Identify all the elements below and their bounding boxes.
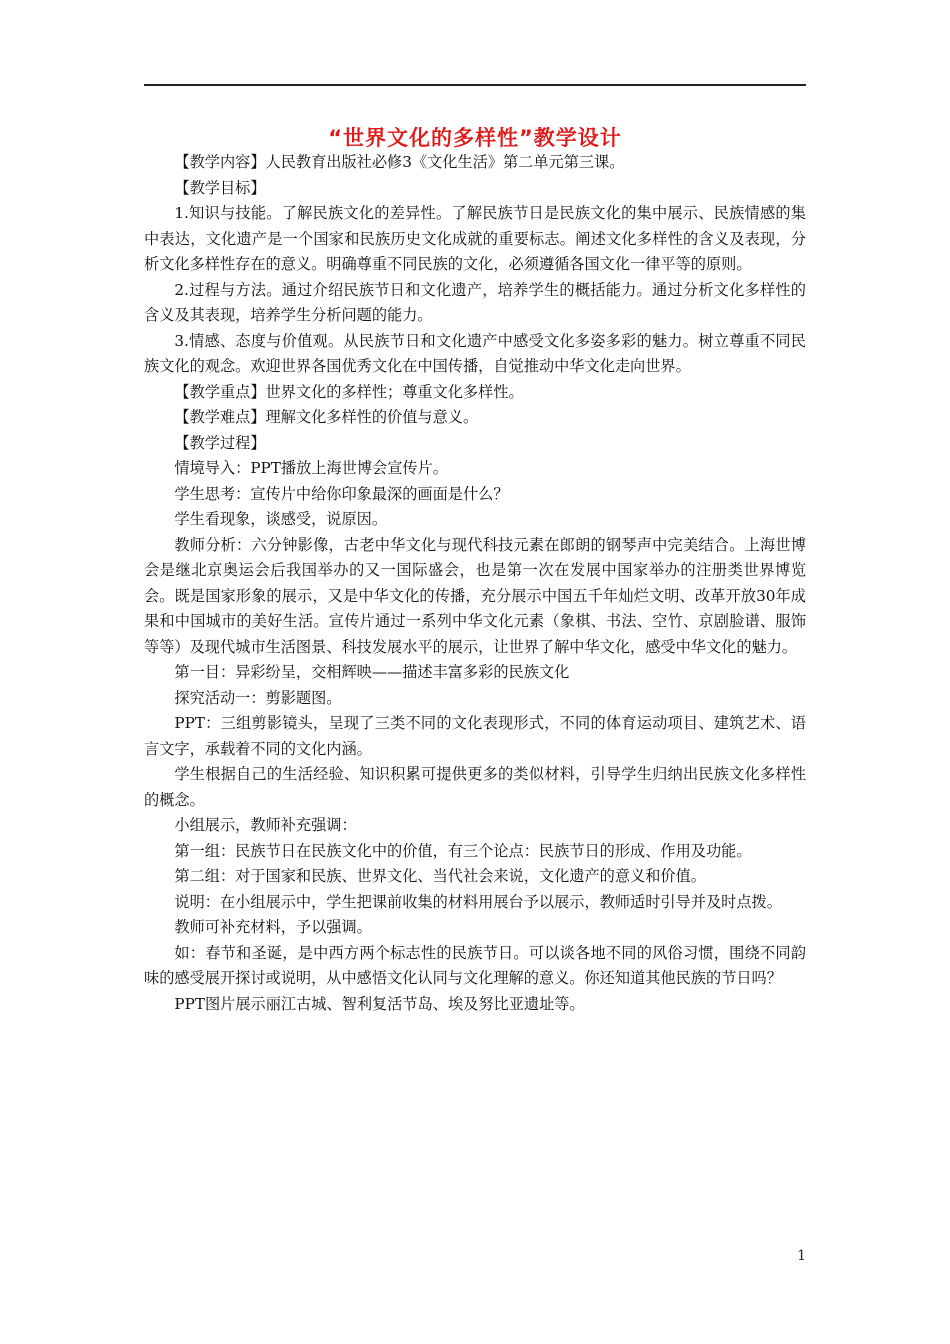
- paragraph: 第一目：异彩纷呈，交相辉映——描述丰富多彩的民族文化: [174, 663, 570, 681]
- paragraph: 第二组：对于国家和民族、世界文化、当代社会来说，文化遗产的意义和价值。: [174, 867, 706, 885]
- paragraph: 学生思考：宣传片中给你印象最深的画面是什么？: [174, 484, 509, 503]
- paragraph: 情境导入：PPT播放上海世博会宣传片。: [174, 459, 448, 477]
- paragraph: 探究活动一：剪影题图。: [174, 688, 342, 707]
- paragraph: PPT：三组剪影镜头，呈现了三类不同的文化表现形式，不同的体育运动项目、建筑艺术、语言文字，承载着不同的文化内涵。: [144, 714, 806, 758]
- paragraph: 【教学重点】世界文化的多样性；尊重文化多样性。: [174, 382, 524, 401]
- header-rule: [144, 84, 806, 86]
- paragraph: 教师分析：六分钟影像，古老中华文化与现代科技元素在郎朗的钢琴声中完美结合。上海世博会是继北京奥运会后我国举办的又一国际盛会，也是第一次在发展中国家举办的注册类世界博览会。既是国家形象的展示，又是中华文化的传播，充分展示中国五千年灿烂文明、改革开放30年成果和中国城市的美好生活。宣传片通过一系列中华文化元素（象棋、书法、空竹、京剧脸谱、服饰等等）及现代城市生活图景、科技发展水平的展示，让世界了解中华文化，感受中华文化的魅力。: [144, 535, 806, 656]
- document-body: [144, 150, 806, 1017]
- paragraph: 学生根据自己的生活经验、知识积累可提供更多的类似材料，引导学生归纳出民族文化多样性的概念。: [144, 765, 806, 809]
- paragraph: PPT图片展示丽江古城、智利复活节岛、埃及努比亚遗址等。: [174, 994, 585, 1013]
- paragraph: 【教学过程】: [174, 433, 266, 452]
- paragraph: 【教学内容】人民教育出版社必修3《文化生活》第二单元第三课。: [174, 153, 625, 171]
- paragraph: 教师可补充材料，予以强调。: [174, 918, 372, 936]
- paragraph: 如：春节和圣诞，是中西方两个标志性的民族节日。可以谈各地不同的风俗习惯，围绕不同韵味的感受展开探讨或说明，从中感悟文化认同与文化理解的意义。你还知道其他民族的节日吗？: [144, 943, 806, 987]
- paragraph: 2.过程与方法。通过介绍民族节日和文化遗产，培养学生的概括能力。通过分析文化多样性的含义及其表现，培养学生分析问题的能力。: [144, 280, 806, 324]
- paragraph: 说明：在小组展示中，学生把课前收集的材料用展台予以展示，教师适时引导并及时点拨。: [174, 892, 782, 911]
- paragraph: 学生看现象，谈感受，说原因。: [174, 510, 388, 528]
- page-number: 1: [797, 1248, 806, 1264]
- paragraph: 第一组：民族节日在民族文化中的价值，有三个论点：民族节日的形成、作用及功能。: [174, 841, 752, 860]
- paragraph: 小组展示，教师补充强调：: [174, 816, 357, 834]
- paragraph: 3.情感、态度与价值观。从民族节日和文化遗产中感受文化多姿多彩的魅力。树立尊重不同民族文化的观念。欢迎世界各国优秀文化在中国传播，自觉推动中华文化走向世界。: [144, 331, 806, 375]
- paragraph: 1.知识与技能。了解民族文化的差异性。了解民族节日是民族文化的集中展示、民族情感的集中表达，文化遗产是一个国家和民族历史文化成就的重要标志。阐述文化多样性的含义及表现，分析文化多样性存在的意义。明确尊重不同民族的文化，必须遵循各国文化一律平等的原则。: [144, 204, 806, 273]
- paragraph: 【教学目标】: [174, 178, 266, 197]
- paragraph: 【教学难点】理解文化多样性的价值与意义。: [174, 408, 479, 426]
- document-title: “世界文化的多样性”教学设计: [328, 126, 622, 150]
